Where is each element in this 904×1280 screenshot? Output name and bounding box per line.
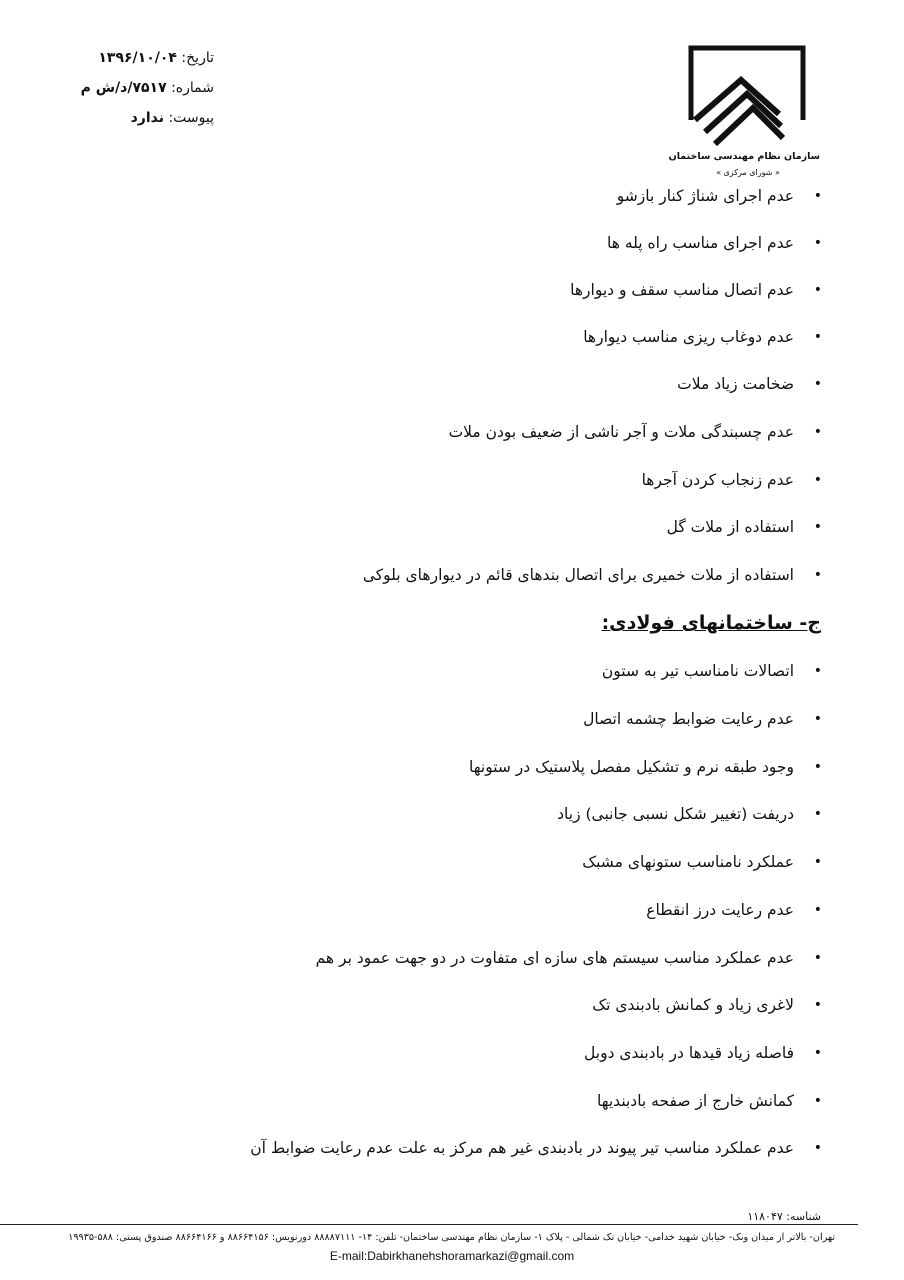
bullet-icon: •: [813, 1045, 822, 1061]
number-label: شماره:: [171, 80, 214, 96]
bullet-icon: •: [813, 472, 822, 488]
bullet-icon: •: [813, 329, 822, 345]
bullet-icon: •: [813, 376, 822, 392]
list-item: • عدم رعایت ضوابط چشمه اتصال: [583, 710, 822, 728]
list-item: • عدم اجرای مناسب راه پله ها: [607, 234, 822, 252]
list-item: • عدم چسبندگی ملات و آجر ناشی از ضعیف بودن ملات: [448, 423, 822, 441]
list-item: • وجود طبقه نرم و تشکیل مفصل پلاستیک در ستونها: [469, 758, 822, 776]
document-id: [747, 1210, 821, 1223]
id-value: ۱۱۸۰۴۷: [747, 1210, 783, 1223]
bullet-icon: •: [813, 188, 822, 204]
footer-address: تهران- بالاتر از میدان ونک- خیابان شهید خدامی- خیابان تک شمالی - پلاک ۱- سازمان نظام مهندسی ساختمان- تلفن: ۱۴- ۸۸۸۸۷۱۱۱ دورنویس: ۸۸۶۶۴۱۵۶ و ۸۸۶۶۴۱۶۶ صندوق پستی: ۵۸۸-۱۹۹۳۵: [68, 1232, 835, 1243]
section-heading: ج- ساختمانهای فولادی:: [601, 612, 821, 634]
list-item: • عدم عملکرد مناسب سیستم های سازه ای متفاوت در دو جهت عمود بر هم: [315, 949, 822, 967]
bullet-icon: •: [813, 1140, 822, 1156]
list-item: • ضخامت زیاد ملات: [677, 375, 822, 393]
attachment-row: [81, 106, 214, 136]
organization-logo: [683, 42, 813, 147]
list-item: • استفاده از ملات گل: [666, 518, 822, 536]
bullet-icon: •: [813, 567, 822, 583]
id-label: شناسه:: [786, 1210, 821, 1223]
organization-name: سازمان نظام مهندسی ساختمان: [668, 151, 820, 162]
bullet-icon: •: [813, 711, 822, 727]
bullet-icon: •: [813, 806, 822, 822]
bullet-icon: •: [813, 1093, 822, 1109]
bullet-icon: •: [813, 424, 822, 440]
bullet-icon: •: [813, 519, 822, 535]
list-item: • دریفت (تغییر شکل نسبی جانبی) زیاد: [557, 805, 822, 823]
bullet-icon: •: [813, 902, 822, 918]
bullet-icon: •: [813, 950, 822, 966]
footer-email: E-mail:Dabirkhanehshoramarkazi@gmail.com: [329, 1249, 575, 1263]
letter-meta: [81, 46, 214, 136]
list-item: • عدم دوغاب ریزی مناسب دیوارها: [583, 328, 822, 346]
bullet-icon: •: [813, 663, 822, 679]
list-item: • عدم رعایت درز انقطاع: [646, 901, 822, 919]
bullet-icon: •: [813, 997, 822, 1013]
list-item: • استفاده از ملات خمیری برای اتصال بندهای قائم در دیوارهای بلوکی: [362, 566, 822, 584]
bullet-icon: •: [813, 235, 822, 251]
list-item: • عملکرد نامناسب ستونهای مشبک: [582, 853, 822, 871]
bullet-icon: •: [813, 759, 822, 775]
bullet-icon: •: [813, 854, 822, 870]
list-item: • اتصالات نامناسب تیر به ستون: [601, 662, 822, 680]
list-item: • عدم زنجاب کردن آجرها: [641, 471, 822, 489]
date-row: [81, 46, 214, 76]
list-item: • عدم اجرای شناژ کنار بازشو: [616, 187, 822, 205]
date-value: ۱۳۹۶/۱۰/۰۴: [98, 50, 177, 66]
organization-subtitle: « شورای مرکزی »: [716, 168, 780, 177]
list-item: • کمانش خارج از صفحه بادبندیها: [597, 1092, 822, 1110]
attachment-label: پیوست:: [168, 110, 214, 126]
date-label: تاریخ:: [181, 50, 214, 66]
number-row: [81, 76, 214, 106]
building-emblem-icon: [683, 42, 813, 147]
number-value: ۷۵۱۷/د/ش م: [80, 80, 167, 96]
list-item: • لاغری زیاد و کمانش بادبندی تک: [592, 996, 822, 1014]
bullet-icon: •: [813, 282, 822, 298]
footer-divider: [0, 1224, 858, 1225]
list-item: • عدم اتصال مناسب سقف و دیوارها: [570, 281, 822, 299]
list-item: • عدم عملکرد مناسب تیر پیوند در بادبندی غیر هم مرکز به علت عدم رعایت ضوابط آن: [250, 1139, 822, 1157]
list-item: • فاصله زیاد قیدها در بادبندی دوبل: [584, 1044, 822, 1062]
attachment-value: ندارد: [130, 110, 164, 126]
